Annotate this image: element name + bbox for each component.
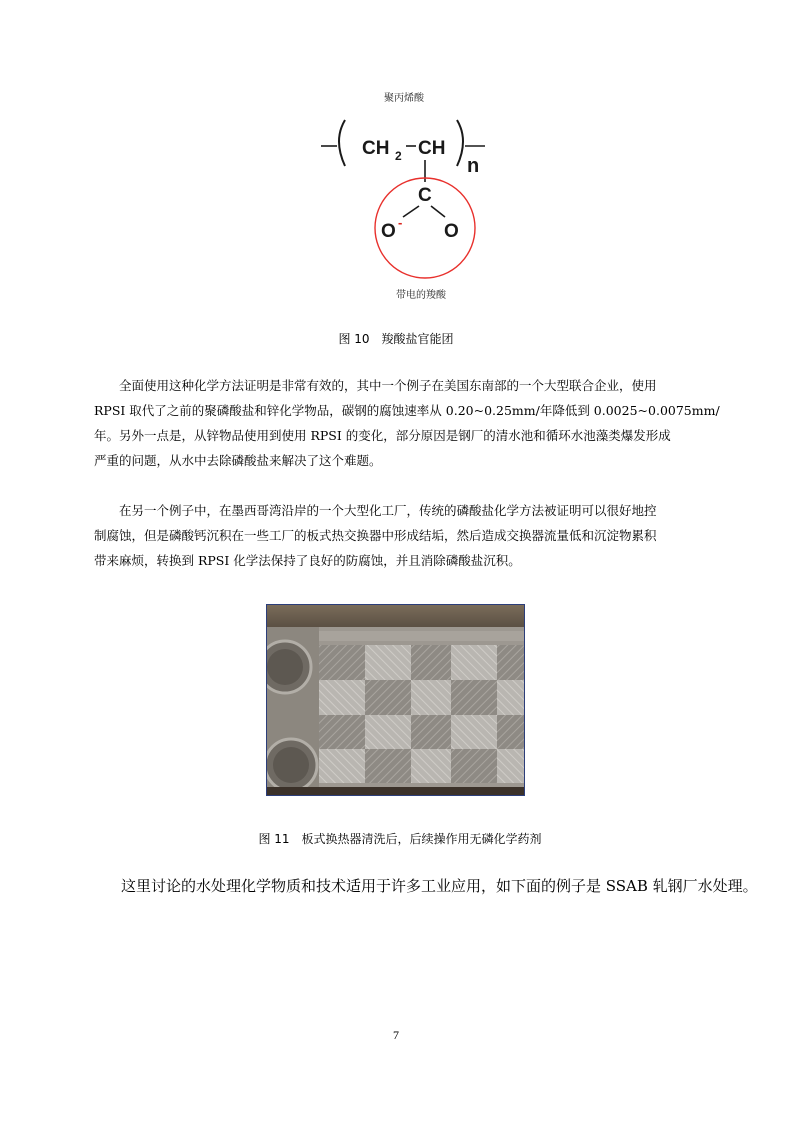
polyacrylate-structure-diagram (315, 110, 495, 280)
ch2-subscript: 2 (395, 149, 402, 163)
n-subscript: n (467, 155, 480, 177)
heat-exchanger-plate-image (267, 605, 525, 796)
figure11-caption: 图 11 板式换热器清洗后，后续操作用无磷化学药剂 (258, 832, 542, 846)
carbon-label: C (418, 185, 432, 206)
paragraph-2 (94, 498, 700, 573)
ch-label: CH (418, 138, 446, 159)
ch2-label: CH (362, 138, 390, 159)
paragraph-1 (94, 373, 720, 473)
paragraph-line: RPSI 取代了之前的聚磷酸盐和锌化学物品，碳钢的腐蚀速率从 0.20~0.25mm/年降低到 0.0025~0.0075mm/ (94, 403, 720, 418)
paragraph-line: 年。另外一点是，从锌物品使用到使用 RPSI 的变化，部分原因是钢厂的清水池和循环水池藻类爆发形成 (94, 428, 671, 443)
heat-exchanger-plate-photo (266, 604, 525, 796)
figure10-top-label: 聚丙烯酸 (384, 93, 424, 104)
paragraph-line: 全面使用这种化学方法证明是非常有效的，其中一个例子在美国东南部的一个大型联合企业，使用 (119, 378, 657, 393)
oxygen-left-label: O (381, 221, 396, 242)
paragraph-line: 严重的问题，从水中去除磷酸盐来解决了这个难题。 (94, 453, 382, 468)
paragraph-line: 在另一个例子中，在墨西哥湾沿岸的一个大型化工厂，传统的磷酸盐化学方法被证明可以很好地控 (119, 503, 657, 518)
figure10-bottom-label: 带电的羧酸 (396, 290, 446, 301)
paragraph-line: 制腐蚀，但是磷酸钙沉积在一些工厂的板式热交换器中形成结垢，然后造成交换器流量低和沉淀物累积 (94, 528, 657, 543)
figure10-caption: 图 10 羧酸盐官能团 (338, 332, 454, 346)
paragraph-line: 带来麻烦，转换到 RPSI 化学法保持了良好的防腐蚀，并且消除磷酸盐沉积。 (94, 553, 521, 568)
page-number: 7 (393, 1028, 399, 1042)
closing-line: 这里讨论的水处理化学物质和技术适用于许多工业应用，如下面的例子是 SSAB 轧钢厂水处理。 (121, 877, 758, 895)
oxygen-right-label: O (444, 221, 459, 242)
minus-charge: - (398, 215, 403, 230)
